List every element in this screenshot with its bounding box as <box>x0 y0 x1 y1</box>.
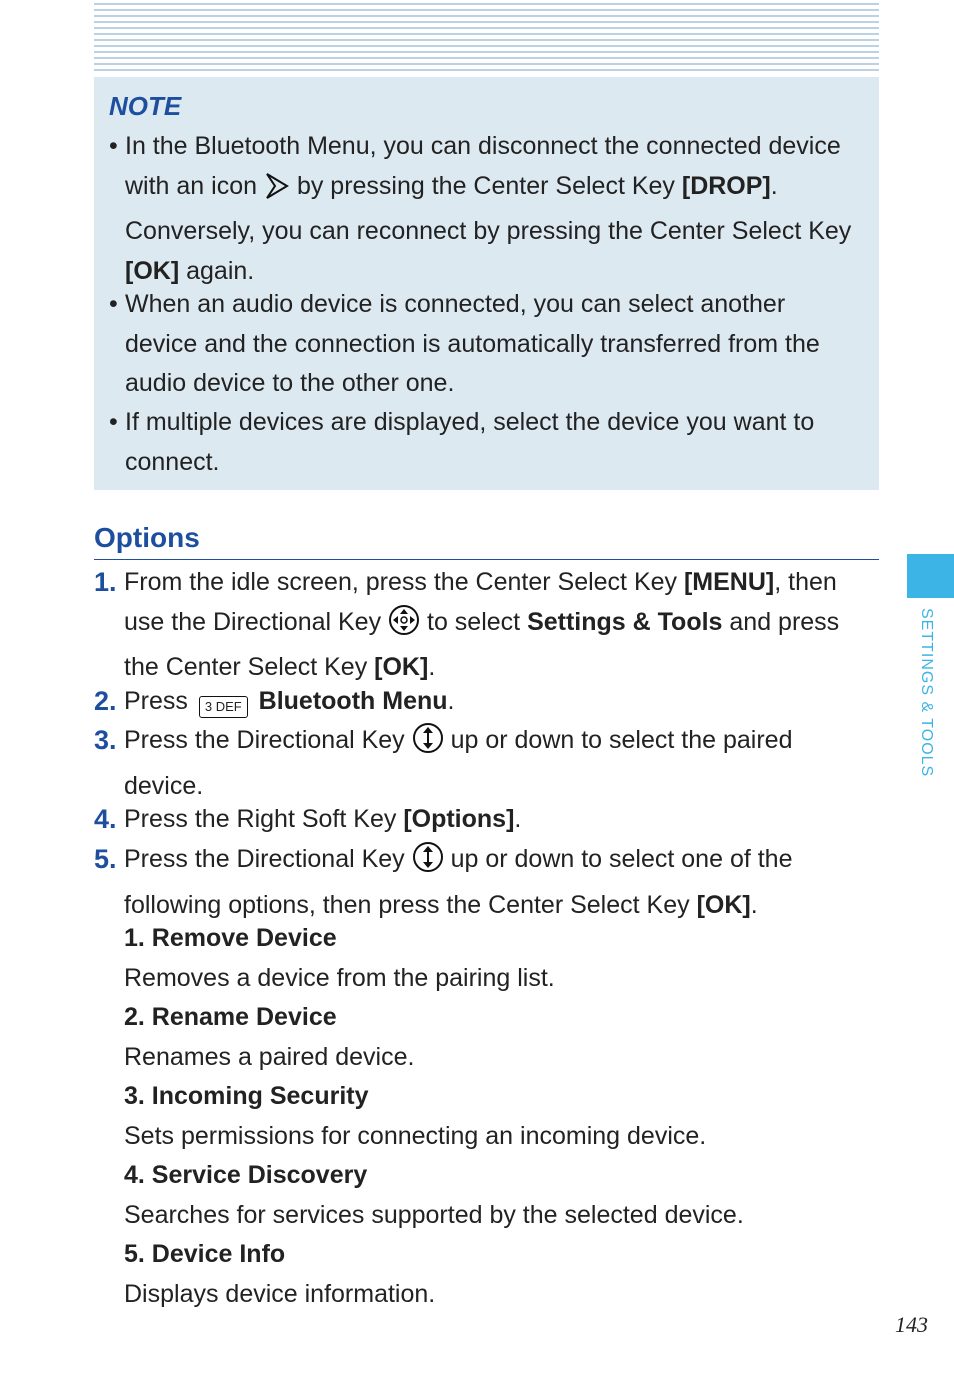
section-tab <box>907 554 954 598</box>
up-down-key-icon <box>412 841 444 886</box>
step-4: 4. Press the Right Soft Key [Options]. <box>94 804 522 834</box>
note-box <box>94 77 879 490</box>
sub-option-1: 1. Remove Device Removes a device from the pairing list. <box>124 924 555 992</box>
sub-option-3: 3. Incoming Security Sets permissions for connecting an incoming device. <box>124 1082 707 1150</box>
drop-arrow-icon <box>264 172 290 213</box>
up-down-key-icon <box>412 722 444 767</box>
keypad-3-icon: 3 DEF <box>199 696 248 718</box>
note-item: • When an audio device is connected, you can select another device and the connection is automatically transferred from the audio device to the other one. <box>109 290 820 397</box>
header-decoration <box>94 3 879 75</box>
note-item: • In the Bluetooth Menu, you can disconnect the connected device with an icon by pressing the Center Select Key [DROP]. Conversely, you can reconnect by pressing the Center Select Key [OK] again. <box>109 132 852 285</box>
step-1: 1. From the idle screen, press the Center Select Key [MENU], then use the Directional Key to select Settings & Tools and press the Center Select Key [OK]. <box>94 567 840 681</box>
sub-option-2: 2. Rename Device Renames a paired device. <box>124 1003 415 1071</box>
page-number: 143 <box>895 1312 928 1337</box>
sub-option-4: 4. Service Discovery Searches for services supported by the selected device. <box>124 1161 744 1229</box>
section-divider <box>94 559 879 560</box>
side-section-label: SETTINGS & TOOLS <box>918 608 935 778</box>
directional-key-icon <box>388 604 420 649</box>
step-2: 2. Press 3 DEF Bluetooth Menu. <box>94 686 455 716</box>
note-title: NOTE <box>109 91 182 121</box>
step-3: 3. Press the Directional Key up or down to select the paired device. <box>94 721 864 806</box>
step-5: 5. Press the Directional Key up or down to select one of the following options, then press the Center Select Key [OK]. <box>94 840 864 925</box>
section-title: Options <box>94 522 200 553</box>
note-item: • If multiple devices are displayed, select the device you want to connect. <box>109 408 815 476</box>
sub-option-5: 5. Device Info Displays device information. <box>124 1240 436 1308</box>
